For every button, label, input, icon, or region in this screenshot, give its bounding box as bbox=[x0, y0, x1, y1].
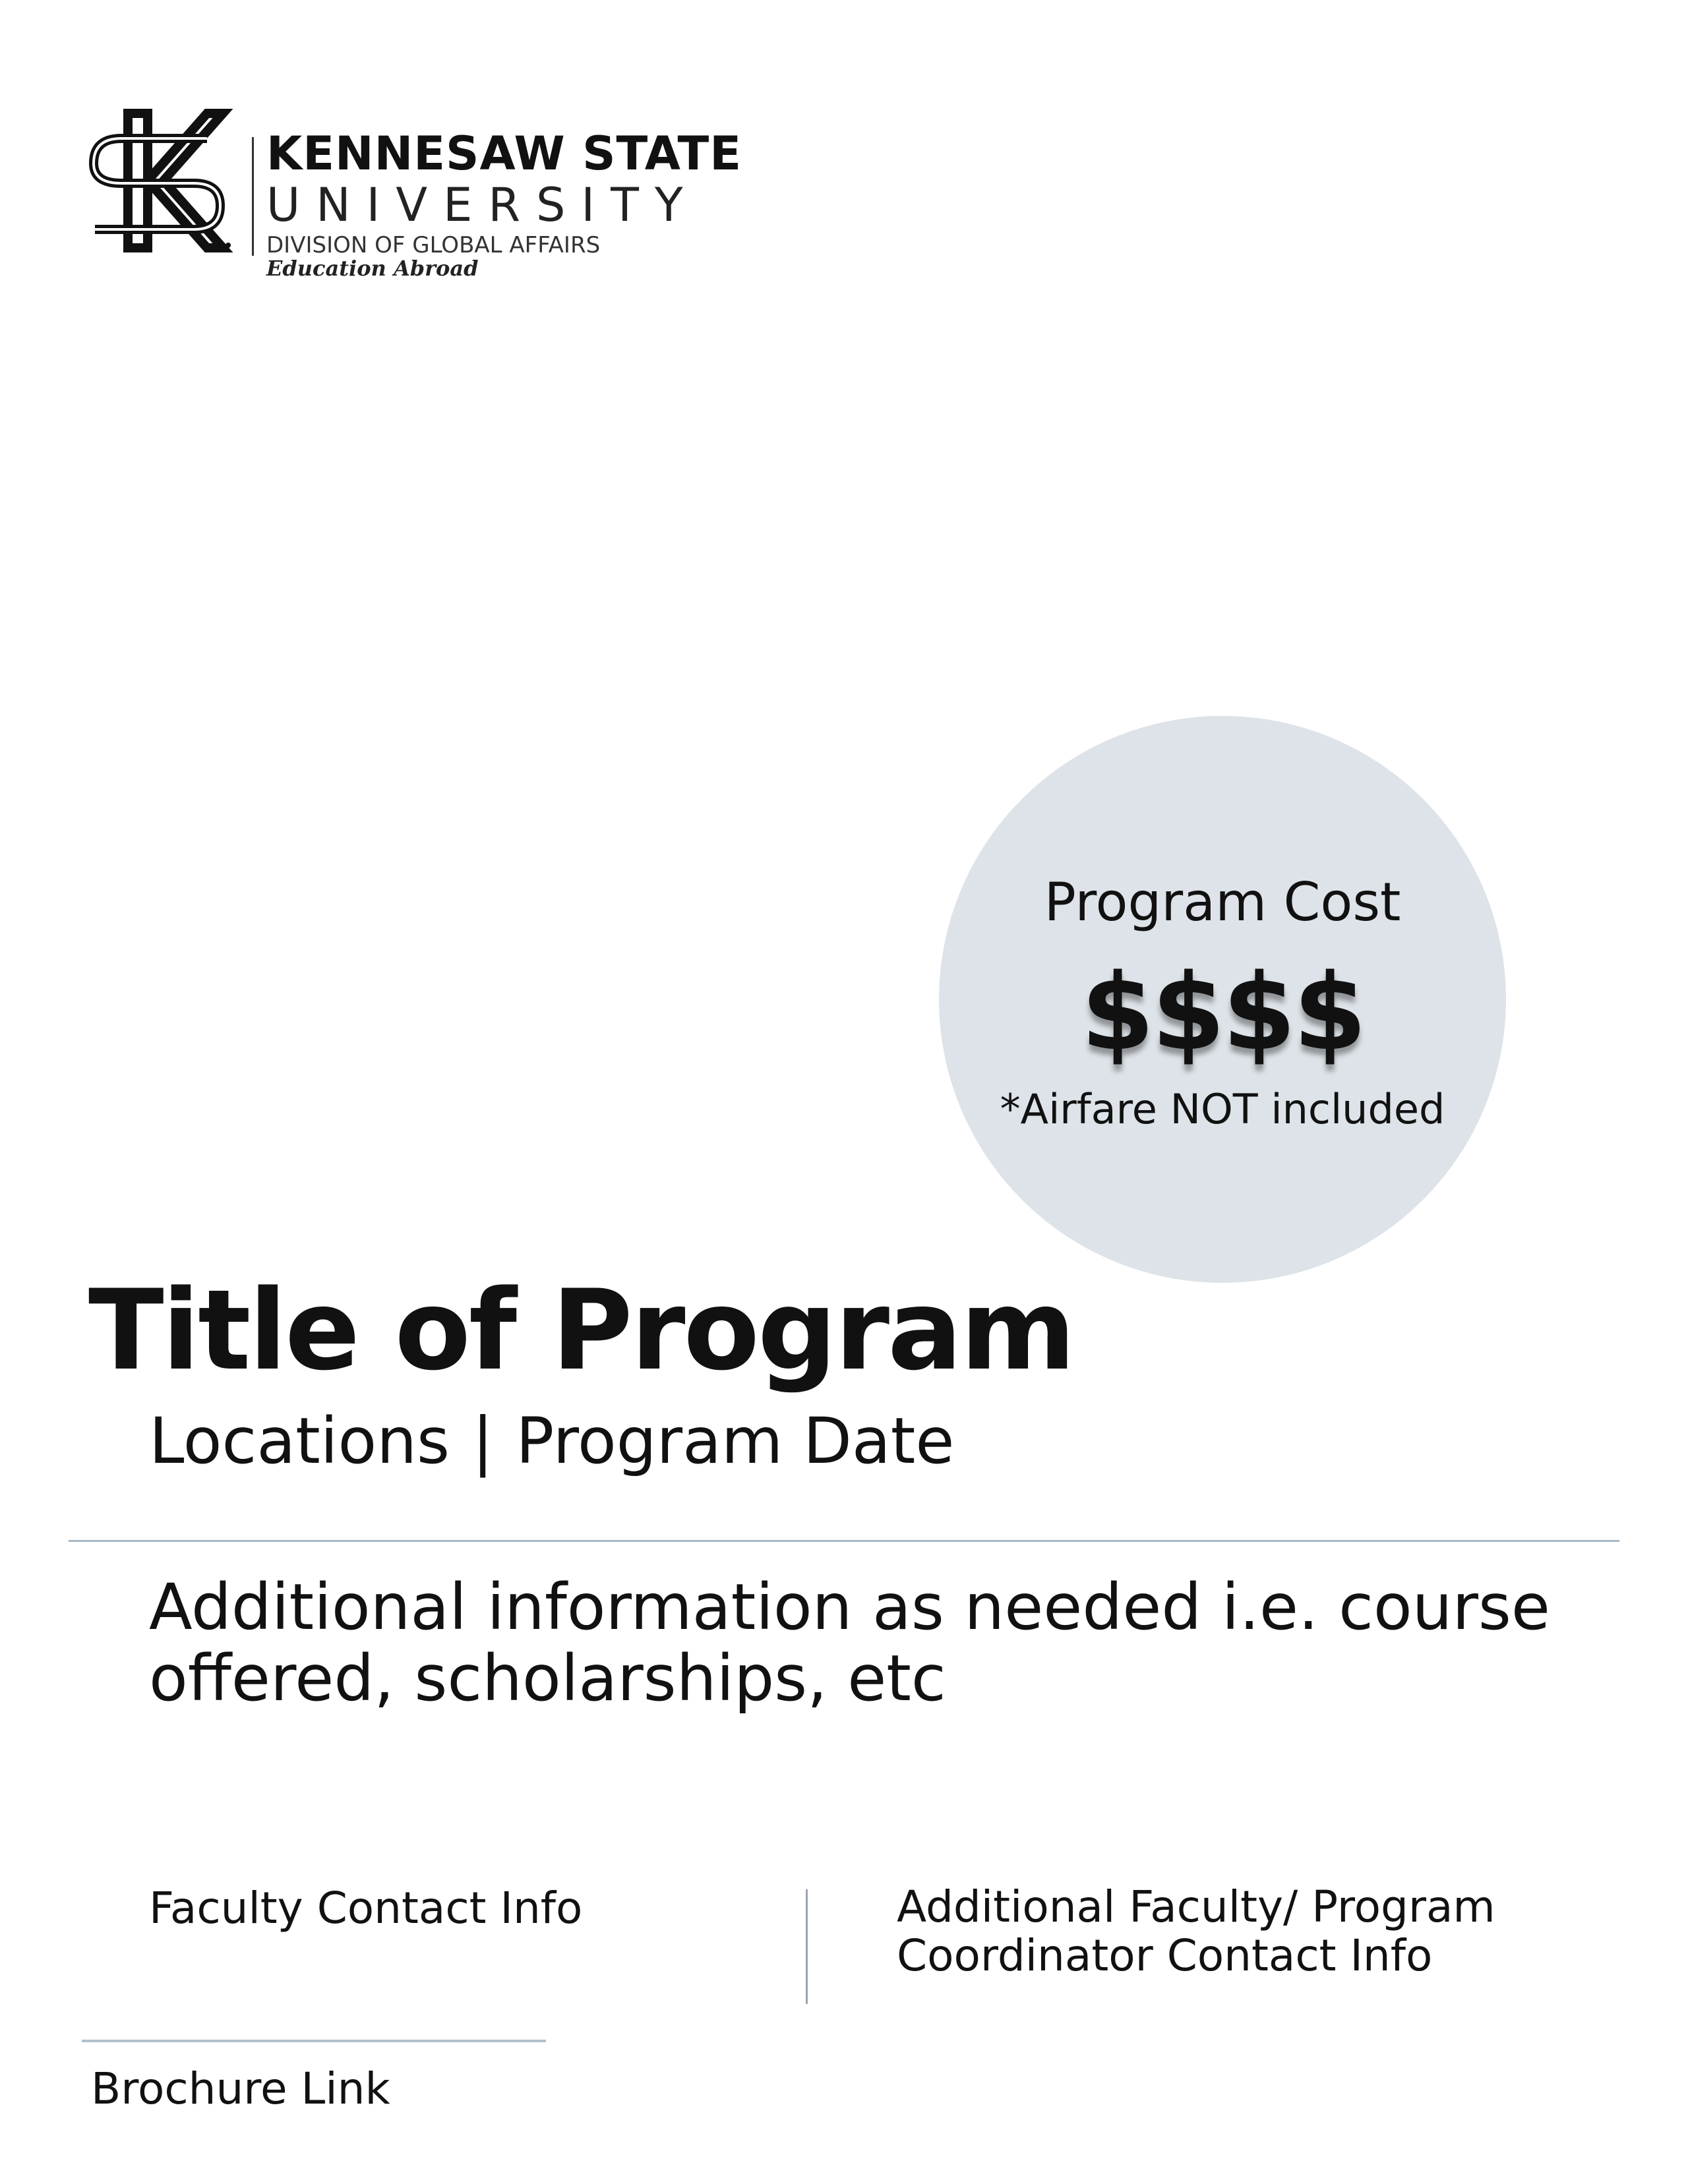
program-cost-circle bbox=[939, 716, 1506, 1283]
program-date: Program Date bbox=[516, 1404, 955, 1478]
logo-name-line1: KENNESAW STATE bbox=[266, 127, 742, 181]
brochure-link[interactable]: Brochure Link bbox=[91, 2063, 390, 2114]
logo-division: DIVISION OF GLOBAL AFFAIRS bbox=[266, 232, 601, 258]
program-cost-label: Program Cost bbox=[1044, 871, 1401, 933]
university-logo bbox=[82, 99, 741, 283]
brochure-divider bbox=[82, 2040, 546, 2042]
contact-divider bbox=[806, 1889, 808, 2004]
faculty-contact-info: Faculty Contact Info bbox=[149, 1883, 583, 1933]
airfare-note: *Airfare NOT included bbox=[1000, 1085, 1445, 1133]
program-locations: Locations bbox=[149, 1404, 450, 1478]
logo-unit: Education Abroad bbox=[266, 256, 479, 281]
program-title: Title of Program bbox=[88, 1266, 1074, 1395]
additional-information: Additional information as needed i.e. course offered, scholarships, etc bbox=[149, 1570, 1550, 1715]
section-divider bbox=[69, 1540, 1619, 1542]
logo-divider bbox=[252, 137, 254, 256]
ks-monogram-icon bbox=[82, 104, 235, 257]
logo-name-line2: UNIVERSITY bbox=[266, 178, 699, 232]
program-subtitle bbox=[149, 1404, 954, 1478]
program-cost-value: $$$$ bbox=[1081, 951, 1364, 1074]
subtitle-separator: | bbox=[472, 1404, 494, 1478]
additional-contact-info: Additional Faculty/ Program Coordinator Contact Info bbox=[897, 1881, 1495, 1981]
